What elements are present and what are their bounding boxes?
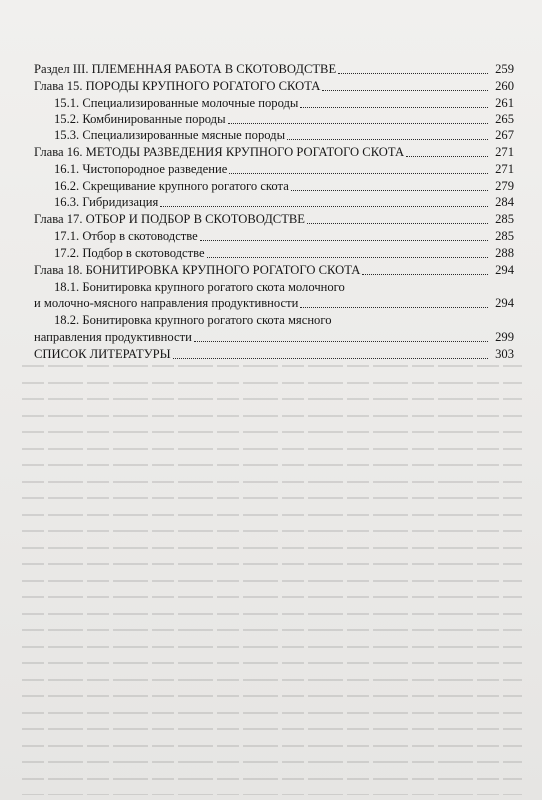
toc-entry-title: и молочно-мясного направления продуктивности: [34, 296, 299, 310]
toc-entry[interactable]: [34, 79, 514, 94]
toc-entry-page: 267: [495, 128, 514, 142]
dot-leader: [291, 190, 488, 191]
dot-leader: [338, 73, 488, 74]
toc-entry-page: 303: [495, 347, 514, 361]
toc-entry-page: 288: [495, 246, 514, 260]
dot-leader: [300, 107, 488, 108]
show-through-text: [22, 365, 522, 795]
dot-leader: [229, 173, 488, 174]
toc-entry[interactable]: [54, 96, 514, 111]
toc-entry[interactable]: [34, 62, 514, 77]
toc-entry-title: 16.3. Гибридизация: [54, 195, 159, 209]
toc-entry-page: 299: [495, 330, 514, 344]
toc-entry-page: 271: [495, 162, 514, 176]
toc-entry[interactable]: [54, 179, 514, 194]
dot-leader: [307, 223, 488, 224]
dot-leader: [194, 341, 488, 342]
dot-leader: [228, 123, 488, 124]
toc-entry-page: 284: [495, 195, 514, 209]
toc-entry-page: 294: [495, 296, 514, 310]
dot-leader: [207, 257, 488, 258]
toc-entry-title: Глава 16. МЕТОДЫ РАЗВЕДЕНИЯ КРУПНОГО РОГАТОГО СКОТА: [34, 145, 405, 159]
dot-leader: [406, 156, 488, 157]
toc-entry-title: 15.3. Специализированные мясные породы: [54, 128, 286, 142]
toc-entry[interactable]: [34, 330, 514, 345]
toc-entry-title: Глава 18. БОНИТИРОВКА КРУПНОГО РОГАТОГО СКОТА: [34, 263, 361, 277]
toc-entry-title: 15.1. Специализированные молочные породы: [54, 96, 299, 110]
toc-entry-page: 285: [495, 229, 514, 243]
toc-entry[interactable]: [34, 347, 514, 362]
toc-entry-page: 259: [495, 62, 514, 76]
toc-entry-title: 16.2. Скрещивание крупного рогатого скота: [54, 179, 289, 193]
toc-entry-title: 17.1. Отбор в скотоводстве: [54, 229, 198, 243]
toc-entry[interactable]: [54, 229, 514, 244]
dot-leader: [287, 139, 488, 140]
toc-entry-title: СПИСОК ЛИТЕРАТУРЫ: [34, 347, 171, 361]
toc-entry-page: 261: [495, 96, 514, 110]
toc-entry-page: 271: [495, 145, 514, 159]
dot-leader: [322, 90, 488, 91]
dot-leader: [160, 206, 488, 207]
dot-leader: [173, 358, 488, 359]
toc-entry[interactable]: [54, 112, 514, 127]
toc-entry[interactable]: [34, 296, 514, 311]
dot-leader: [362, 274, 488, 275]
toc-entry[interactable]: [54, 128, 514, 143]
toc-entry-page: 279: [495, 179, 514, 193]
toc-entry[interactable]: [34, 263, 514, 278]
toc-entry[interactable]: [54, 195, 514, 210]
toc-entry-title: 16.1. Чистопородное разведение: [54, 162, 228, 176]
toc-entry-title: Глава 17. ОТБОР И ПОДБОР В СКОТОВОДСТВЕ: [34, 212, 305, 226]
toc-entry[interactable]: [54, 162, 514, 177]
toc-entry-title: Раздел III. ПЛЕМЕННАЯ РАБОТА В СКОТОВОДСТВЕ: [34, 62, 337, 76]
toc-entry-title: 17.2. Подбор в скотоводстве: [54, 246, 205, 260]
dot-leader: [200, 240, 488, 241]
toc-entry-title: Глава 15. ПОРОДЫ КРУПНОГО РОГАТОГО СКОТА: [34, 79, 321, 93]
toc-entry[interactable]: [34, 212, 514, 227]
toc-entry-page: 285: [495, 212, 514, 226]
dot-leader: [300, 307, 488, 308]
toc-entry-page: 265: [495, 112, 514, 126]
toc-entry[interactable]: [34, 145, 514, 160]
toc-entry-title: 15.2. Комбинированные породы: [54, 112, 226, 126]
toc-entry-title[interactable]: 18.1. Бонитировка крупного рогатого скота молочного: [54, 280, 345, 294]
toc-entry-title[interactable]: 18.2. Бонитировка крупного рогатого скота мясного: [54, 313, 332, 327]
toc-entry-title: направления продуктивности: [34, 330, 192, 344]
toc-entry-page: 260: [495, 79, 514, 93]
toc-entry[interactable]: [54, 246, 514, 261]
toc-entry-page: 294: [495, 263, 514, 277]
